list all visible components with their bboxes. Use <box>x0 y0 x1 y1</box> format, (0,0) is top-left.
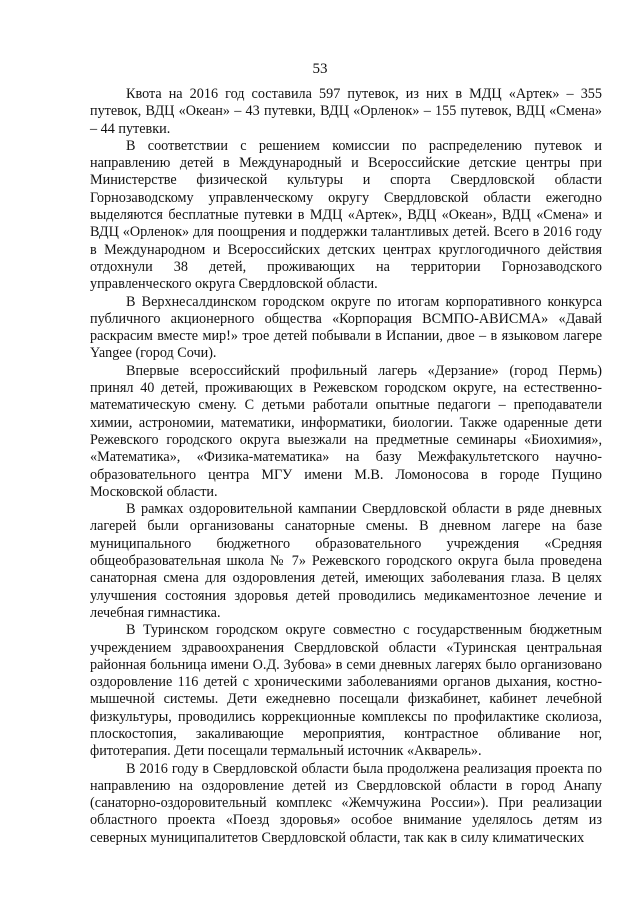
paragraph-verkhnyaya-salda: В Верхнесалдинском городском округе по итогам корпоративного конкурса публичного акционерного общества «Корпорация ВСМПО-АВИСМА» «Давай раскрасим вместе мир!» трое детей побывали в Испании, двое – в языковом лагере Yangee (город Сочи). <box>90 293 602 362</box>
paragraph-commission: В соответствии с решением комиссии по распределению путевок и направлению детей в Международный и Всероссийские детские центры при Министерстве физической культуры и спорта Свердловской области Горнозаводскому управленческому округу Свердловской области ежегодно выделяются бесплатные путевки в МДЦ «Артек», ВДЦ «Океан», ВДЦ «Смена» и ВДЦ «Орленок» для поощрения и поддержки талантливых детей. Всего в 2016 году в Международном и Всероссийских детских центрах круглогодичного действия отдохнули 38 детей, проживающих на территории Горнозаводского управленческого округа Свердловской области. <box>90 137 602 293</box>
paragraph-anapa-project: В 2016 году в Свердловской области была продолжена реализация проекта по направлению на оздоровление детей из Свердловской области в город Анапу (санаторно-оздоровительный комплекс «Жемчужина России»). При реализации областного проекта «Поезд здоровья» особое внимание уделялось детям из северных муниципалитетов Свердловской области, так как в силу климатических <box>90 760 602 846</box>
paragraph-derzanie-camp: Впервые всероссийский профильный лагерь «Дерзание» (город Пермь) принял 40 детей, проживающих в Режевском городском округе, на естественно-математическую смену. С детьми работали опытные педагоги – преподаватели химии, астрономии, математики, информатики, биологии. Также одаренные дети Режевского городского округа выезжали на предметные семинары «Биохимия», «Математика», «Физика-математика» на базу Межфакультетского научно-образовательного центра МГУ имени М.В. Ломоносова в городе Пущино Московской области. <box>90 362 602 500</box>
paragraph-sanatorium-shifts: В рамках оздоровительной кампании Свердловской области в ряде дневных лагерей были организованы санаторные смены. В дневном лагере на базе муниципального бюджетного образовательного учреждения «Средняя общеобразовательная школа № 7» Режевского городского округа была проведена санаторная смена для оздоровления детей, имеющих заболевания глаза. В целях улучшения состояния здоровья детей проводились медикаментозное лечение и лечебная гимнастика. <box>90 501 602 621</box>
paragraph-turinsk: В Туринском городском округе совместно с государственным бюджетным учреждением здравоохранения Свердловской области «Туринская центральная районная больница имени О.Д. Зубова» в семи дневных лагерях было организовано оздоровление 116 детей с хроническими заболеваниями органов дыхания, костно-мышечной системы. Дети ежедневно посещали физкабинет, кабинет лечебной физкультуры, проводились коррекционные комплексы по профилактике сколиоза, плоскостопия, закаливающие мероприятия, контрастное обливание ног, фитотерапия. Дети посещали термальный источник «Акварель». <box>90 622 602 760</box>
paragraph-quota: Квота на 2016 год составила 597 путевок, из них в МДЦ «Артек» – 355 путевок, ВДЦ «Океан» – 43 путевки, ВДЦ «Орленок» – 155 путевок, ВДЦ «Смена» – 44 путевки. <box>90 86 602 137</box>
document-body <box>90 86 602 847</box>
page-number: 53 <box>312 61 328 77</box>
